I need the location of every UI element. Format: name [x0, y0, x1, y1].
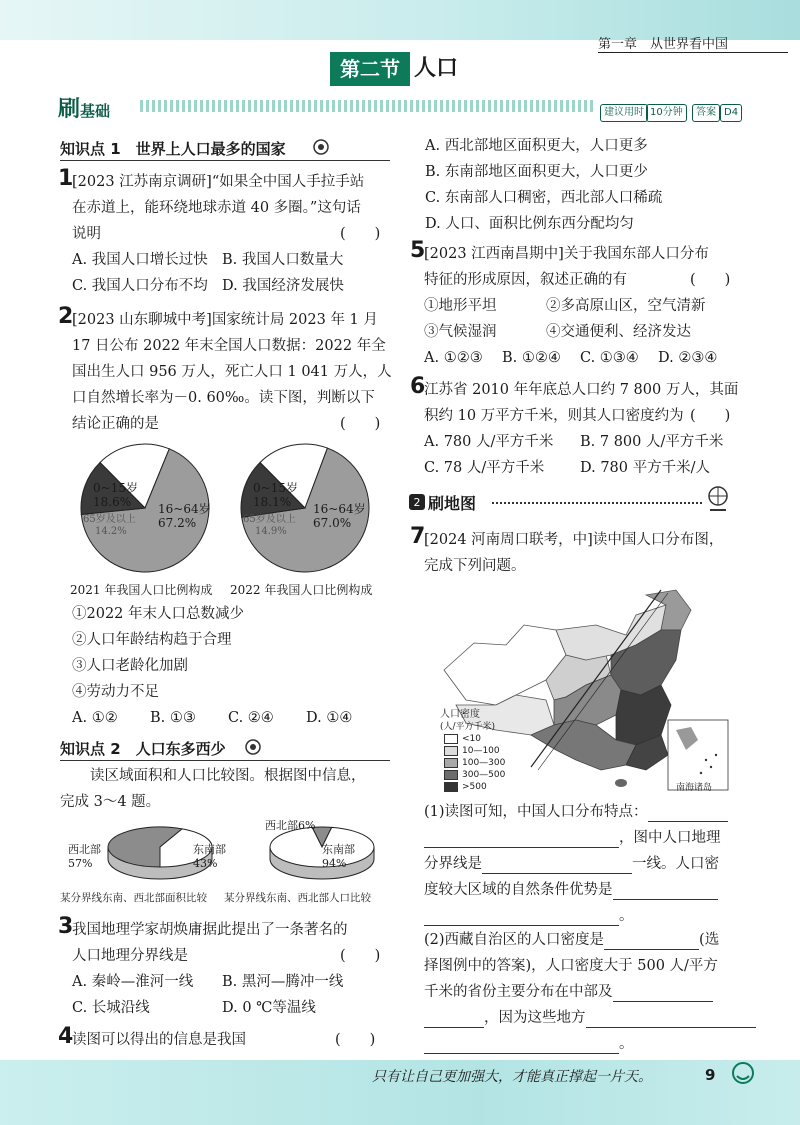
- pie2021-old-label: 65岁及以上: [83, 514, 136, 525]
- blank-1-4[interactable]: [613, 883, 718, 900]
- legend-item: [444, 733, 534, 745]
- pie-area-nw-value: 57%: [68, 857, 93, 870]
- q2-line-2: 17 日公布 2022 年末全国人口数据：2022 年全: [72, 338, 386, 354]
- legend-swatch: [444, 758, 458, 768]
- shua-jichu-heading: [58, 92, 110, 123]
- q5-option-b[interactable]: B. ①②④: [502, 350, 561, 366]
- blank-2-2[interactable]: [613, 985, 713, 1002]
- chapter-title: 第一章 从世界看中国: [598, 37, 729, 52]
- legend-swatch: [444, 746, 458, 756]
- jichu-label: 基础: [80, 102, 111, 120]
- q2-option-c[interactable]: C. ②④: [228, 710, 274, 726]
- legend-swatch: [444, 734, 458, 744]
- heading-dotted-bar: [140, 100, 595, 112]
- q2-statement-1: ①2022 年末人口总数减少: [72, 606, 245, 622]
- legend-item: [444, 757, 534, 769]
- q5-statement-3: ③气候湿润: [424, 324, 497, 340]
- q2-line-3: 国出生人口 956 万人，死亡人口 1 041 万人，人: [72, 364, 392, 380]
- section-title: [330, 52, 470, 86]
- target-icon: [312, 138, 330, 156]
- pie-area-se-label: 东南部: [193, 843, 226, 856]
- q5-option-c[interactable]: C. ①③④: [580, 350, 639, 366]
- pie2022-young-label: 0~15岁: [253, 481, 298, 495]
- pie2021-young-label: 0~15岁: [93, 481, 138, 495]
- pie-area-nw-label: 西北部: [68, 843, 101, 856]
- legend-item: [444, 769, 534, 781]
- q7-part1-c: 分界线是 一线。人口密: [424, 856, 719, 872]
- q2-line-5: 结论正确的是: [72, 416, 159, 432]
- kp2-intro-1: 读区域面积和人口比较图。根据图中信息，: [90, 768, 366, 784]
- pie2021-working-label: 16~64岁: [158, 502, 211, 516]
- pie-area-caption: 某分界线东南、西北部面积比较: [60, 892, 207, 904]
- q7-part1-a: (1)读图可知，中国人口分布特点：: [424, 802, 728, 822]
- q1-answer-paren: ( ): [340, 226, 381, 242]
- legend-swatch: [444, 782, 458, 792]
- q5-option-d[interactable]: D. ②③④: [658, 350, 718, 366]
- q4-option-d[interactable]: D. 人口、面积比例东西分配均匀: [425, 216, 634, 232]
- q2-statement-2: ②人口年龄结构趋于合理: [72, 632, 232, 648]
- shua-glyph: 刷: [58, 97, 81, 122]
- question-2-number: 2: [58, 304, 74, 329]
- section-number: 第二节: [330, 52, 410, 86]
- q2-statement-4: ④劳动力不足: [72, 684, 159, 700]
- q3-option-d[interactable]: D. 0 ℃等温线: [222, 1000, 316, 1016]
- legend-label: 100—300: [462, 758, 506, 768]
- q2-option-d[interactable]: D. ①④: [306, 710, 353, 726]
- q7-part1-e: 。: [424, 906, 634, 926]
- q5-line-2: 特征的形成原因，叙述正确的有: [424, 272, 627, 288]
- answer-value-tag: D4: [720, 104, 742, 122]
- q3-option-a[interactable]: A. 秦岭—淮河一线: [72, 974, 194, 990]
- q4-option-a[interactable]: A. 西北部地区面积更大，人口更多: [425, 138, 648, 154]
- q4-option-b[interactable]: B. 东南部地区面积更大，人口更少: [425, 164, 648, 180]
- q6-option-c[interactable]: C. 78 人/平方千米: [424, 460, 545, 476]
- pie2021-young-value: 18.6%: [93, 495, 132, 509]
- question-7-number: 7: [410, 524, 426, 549]
- legend-label: 300—500: [462, 770, 506, 780]
- blank-2-1[interactable]: [604, 933, 699, 950]
- legend-label: <10: [462, 734, 481, 744]
- q2-option-b[interactable]: B. ①③: [150, 710, 196, 726]
- q7-line-2: 完成下列问题。: [424, 558, 526, 574]
- q2-option-a[interactable]: A. ①②: [72, 710, 118, 726]
- legend-label: 10—100: [462, 746, 500, 756]
- q4-option-c[interactable]: C. 东南部人口稠密，西北部人口稀疏: [425, 190, 663, 206]
- shua-ditu-label: 刷地图: [428, 494, 477, 513]
- knowledge-point-1-title: 知识点 1 世界上人口最多的国家: [60, 140, 286, 158]
- pie-area-se-value: 43%: [193, 857, 218, 870]
- q1-line-2: 在赤道上，能环绕地球赤道 40 多圈。”这句话: [72, 200, 361, 216]
- chapter-underline: [598, 52, 788, 53]
- blank-1-5[interactable]: [424, 909, 619, 926]
- pie2022-caption: 2022 年我国人口比例构成: [230, 583, 373, 597]
- question-1-number: 1: [58, 166, 74, 191]
- pie2022-working-value: 67.0%: [313, 516, 352, 530]
- q2-line-1: [2023 山东聊城中考]国家统计局 2023 年 1 月: [72, 312, 378, 328]
- q5-line-1: [2023 江西南昌期中]关于我国东部人口分布: [424, 246, 709, 262]
- question-4-number: 4: [58, 1024, 74, 1049]
- inset-label: 南海诸岛: [676, 783, 713, 793]
- pie2022-old-value: 14.9%: [255, 526, 287, 537]
- question-3-number: 3: [58, 914, 74, 939]
- q7-part2-e: 。: [424, 1034, 634, 1054]
- q4-stem: 读图可以得出的信息是我国: [72, 1032, 246, 1048]
- map-hainan: [615, 779, 627, 787]
- blank-1-2[interactable]: [424, 831, 619, 848]
- q7-part2-d: ，因为这些地方: [424, 1008, 756, 1028]
- q1-line-3: 说明: [72, 226, 101, 242]
- q7-part2-b: 择图例中的答案)，人口密度大于 500 人/平方: [424, 958, 718, 974]
- q1-option-b[interactable]: B. 我国人口数量大: [222, 252, 344, 268]
- pie-pop-nw-label: 西北部6%: [265, 819, 316, 832]
- q3-line-2: 人口地理分界线是: [72, 948, 188, 964]
- q5-statement-4: ④交通便利、经济发达: [546, 324, 691, 340]
- kp1-underline: [60, 160, 390, 161]
- svg-text:2: 2: [413, 496, 421, 509]
- legend-label: >500: [462, 782, 487, 792]
- kp2-underline: [60, 760, 390, 761]
- q7-line-1: [2024 河南周口联考，中]读中国人口分布图，: [424, 532, 724, 548]
- answer-tag: 答案: [692, 104, 720, 122]
- q6-option-a[interactable]: A. 780 人/平方千米: [424, 434, 554, 450]
- q3-line-1: 我国地理学家胡焕庸据此提出了一条著名的: [72, 922, 348, 938]
- question-5-number: 5: [410, 238, 426, 263]
- q4-answer-paren: ( ): [335, 1032, 376, 1048]
- footer-motto: 只有让自己更加强大，才能真正撑起一片天。: [372, 1069, 652, 1085]
- legend-unit: (人/平方千米): [440, 722, 496, 732]
- q7-part1-b: ，图中人口地理: [424, 828, 721, 848]
- q7-part1-d: 度较大区域的自然条件优势是: [424, 880, 718, 900]
- pie2021-old-value: 14.2%: [95, 526, 127, 537]
- q5-option-a[interactable]: A. ①②③: [424, 350, 483, 366]
- q1-option-a[interactable]: A. 我国人口增长过快: [72, 252, 208, 268]
- q6-answer-paren: ( ): [690, 408, 731, 424]
- time-tag: 建议用时: [600, 104, 648, 122]
- q2-answer-paren: ( ): [340, 416, 381, 432]
- q3-answer-paren: ( ): [340, 948, 381, 964]
- legend-title: 人口密度: [440, 709, 480, 720]
- q7-part2-c: 千米的省份主要分布在中部及: [424, 982, 713, 1002]
- blank-2-3[interactable]: [424, 1011, 484, 1028]
- section-name: 人口: [414, 56, 459, 81]
- pie-pop-caption: 某分界线东南、西北部人口比较: [224, 892, 371, 904]
- legend-item: [444, 745, 534, 757]
- time-value-tag: 10分钟: [646, 104, 687, 122]
- pie-pop-se-value: 94%: [322, 857, 347, 870]
- q6-line-2: 积约 10 万平方千米，则其人口密度约为: [424, 408, 684, 424]
- page-number: 9: [705, 1066, 716, 1084]
- pie2022-young-value: 18.1%: [253, 495, 292, 509]
- map-brush-icon: [408, 493, 426, 511]
- q7-part2-a: (2)西藏自治区的人口密度是 (选: [424, 932, 720, 948]
- legend-swatch: [444, 770, 458, 780]
- q2-statement-3: ③人口老龄化加剧: [72, 658, 188, 674]
- legend-item: [444, 781, 534, 793]
- pie2022-old-label: 65岁及以上: [243, 514, 296, 525]
- pie2021-caption: 2021 年我国人口比例构成: [70, 583, 213, 597]
- q6-option-d[interactable]: D. 780 平方千米/人: [580, 460, 710, 476]
- globe-stand-icon: [700, 484, 736, 514]
- target-icon: [244, 738, 262, 756]
- q6-line-1: 江苏省 2010 年年底总人口约 7 800 万人，其面: [424, 382, 739, 398]
- q6-option-b[interactable]: B. 7 800 人/平方千米: [580, 434, 724, 450]
- q1-option-d[interactable]: D. 我国经济发展快: [222, 278, 344, 294]
- knowledge-point-2-title: 知识点 2 人口东多西少: [60, 740, 226, 758]
- q3-option-b[interactable]: B. 黑河—腾冲一线: [222, 974, 344, 990]
- q5-statement-2: ②多高原山区，空气清新: [546, 298, 706, 314]
- q1-line-1: [2023 江苏南京调研]“如果全中国人手拉手站: [72, 174, 365, 190]
- pie-pop-se-label: 东南部: [322, 843, 355, 856]
- map-legend: [444, 733, 534, 793]
- q5-answer-paren: ( ): [690, 272, 731, 288]
- blank-1-3[interactable]: [482, 857, 632, 874]
- q2-line-4: 口自然增长率为－0. 60‰。读下图，判断以下: [72, 390, 375, 406]
- q1-option-c[interactable]: C. 我国人口分布不均: [72, 278, 208, 294]
- kp2-intro-2: 完成 3～4 题。: [60, 794, 161, 810]
- question-6-number: 6: [410, 374, 426, 399]
- blank-2-5[interactable]: [424, 1037, 619, 1054]
- blank-2-4[interactable]: [586, 1011, 756, 1028]
- shua-ditu-dots: [492, 502, 702, 504]
- mascot-icon: [730, 1060, 756, 1086]
- pie2021-working-value: 67.2%: [158, 516, 197, 530]
- blank-1-1[interactable]: [648, 805, 728, 822]
- q3-option-c[interactable]: C. 长城沿线: [72, 1000, 150, 1016]
- pie2022-working-label: 16~64岁: [313, 502, 366, 516]
- q5-statement-1: ①地形平坦: [424, 298, 497, 314]
